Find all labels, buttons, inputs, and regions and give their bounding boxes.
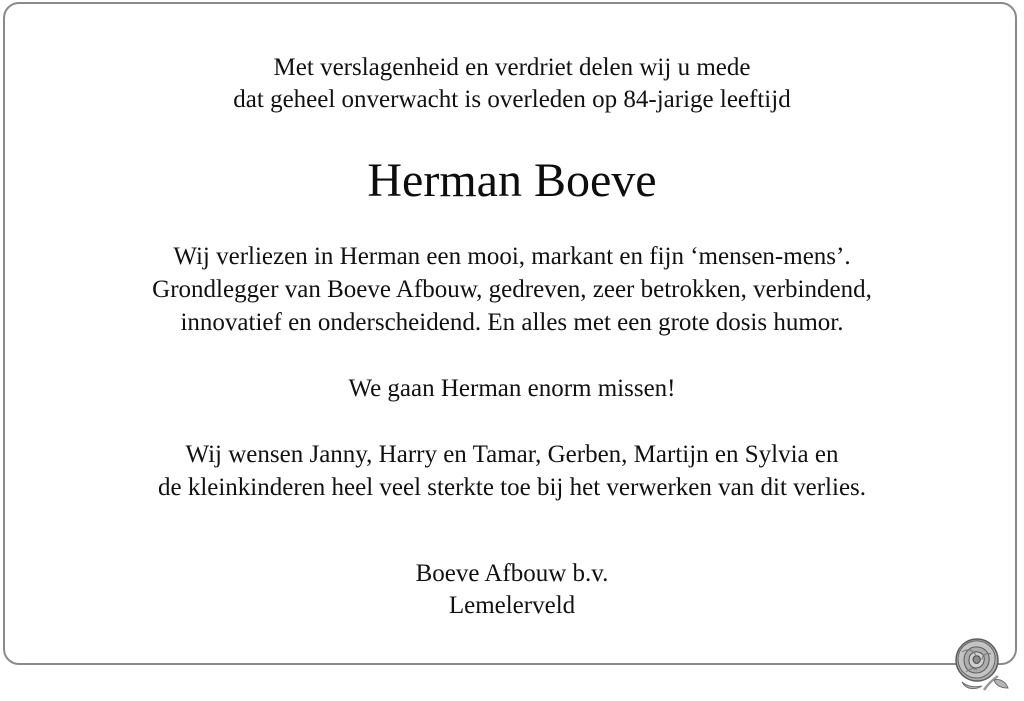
signature-company: Boeve Afbouw b.v. (415, 560, 609, 587)
condolence-line-1: Wij wensen Janny, Harry en Tamar, Gerben, Martijn en Sylvia en (185, 441, 839, 468)
missing-line: We gaan Herman enorm missen! (348, 375, 676, 402)
tribute-line-3: innovatief en onderscheidend. En alles met een grote dosis humor. (180, 309, 844, 336)
condolence-line-2: de kleinkinderen heel veel sterkte toe bij het verwerken van dit verlies. (157, 474, 867, 501)
deceased-name: Herman Boeve (367, 154, 657, 207)
tribute-line-1: Wij verliezen in Herman een mooi, markant en fijn ‘mensen-mens’. (173, 243, 851, 270)
signature-location: Lemelerveld (448, 592, 576, 619)
intro-line-2: dat geheel onverwacht is overleden op 84-jarige leeftijd (233, 86, 791, 113)
intro-line-1: Met verslagenheid en verdriet delen wij u mede (273, 54, 751, 81)
rose-icon (944, 630, 1014, 696)
tribute-line-2: Grondlegger van Boeve Afbouw, gedreven, zeer betrokken, verbindend, (152, 276, 872, 303)
